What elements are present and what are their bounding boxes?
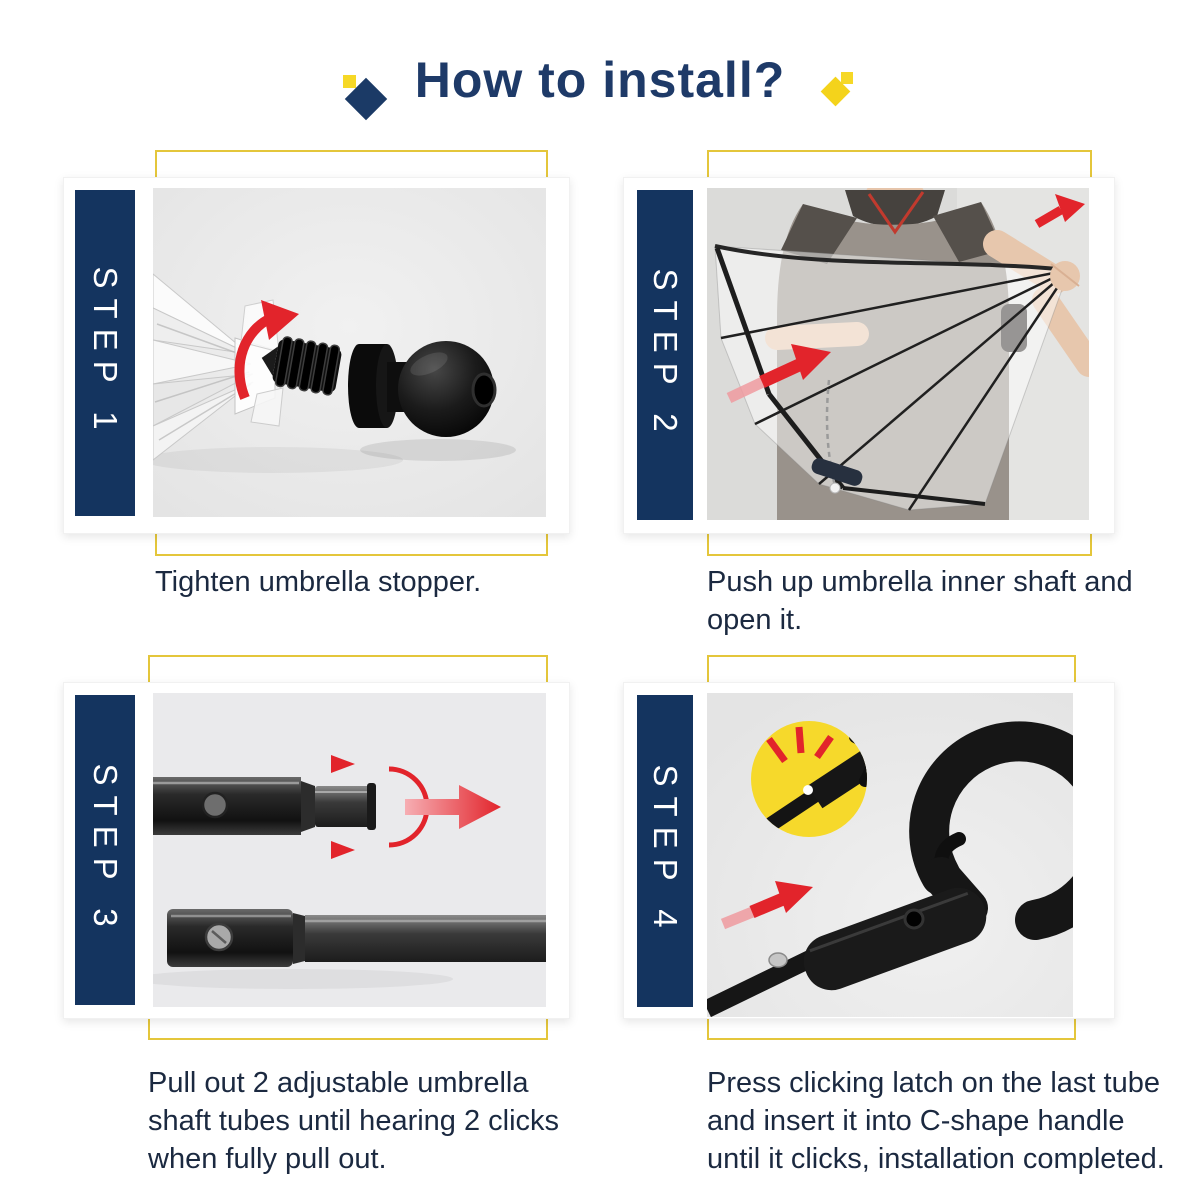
step-1-badge <box>75 190 135 516</box>
step-1-caption <box>155 563 585 601</box>
shaft-tubes-illustration <box>153 693 546 1007</box>
step-label: STEP 4 <box>647 764 684 938</box>
c-handle-illustration <box>707 693 1073 1017</box>
step-4-photo <box>707 693 1073 1017</box>
caption-line: shaft tubes until hearing 2 clicks <box>148 1105 560 1137</box>
caption-line: when fully pull out. <box>148 1143 387 1175</box>
step-label: STEP 3 <box>87 763 124 937</box>
step-3-photo <box>153 693 546 1007</box>
caption-line: and insert it into C-shape handle <box>707 1105 1125 1137</box>
step-4-caption <box>707 1064 1187 1178</box>
accent-square-icon <box>343 75 356 88</box>
step-3-badge <box>75 695 135 1005</box>
step-3-caption <box>148 1064 588 1178</box>
caption-line: Push up umbrella inner shaft and <box>707 566 1133 598</box>
umbrella-stopper-illustration <box>153 188 546 517</box>
caption-line: open it. <box>707 604 803 636</box>
page-title: How to install? <box>414 52 786 108</box>
step-2-photo <box>707 188 1089 520</box>
lower-shaft-tube <box>167 909 546 967</box>
open-umbrella-illustration <box>707 188 1089 520</box>
caption-line: Press clicking latch on the last tube <box>707 1067 1160 1099</box>
accent-square-icon <box>841 72 853 84</box>
step-label: STEP 2 <box>647 268 684 442</box>
caption-line: until it clicks, installation completed. <box>707 1143 1165 1175</box>
step-1-photo <box>153 188 546 517</box>
caption-line: Pull out 2 adjustable umbrella <box>148 1067 529 1099</box>
step-4-badge <box>637 695 693 1007</box>
step-label: STEP 1 <box>87 266 124 440</box>
caption-line: Tighten umbrella stopper. <box>155 566 482 598</box>
step-2-badge <box>637 190 693 520</box>
step-2-caption <box>707 563 1177 639</box>
ball-stopper <box>348 341 495 437</box>
